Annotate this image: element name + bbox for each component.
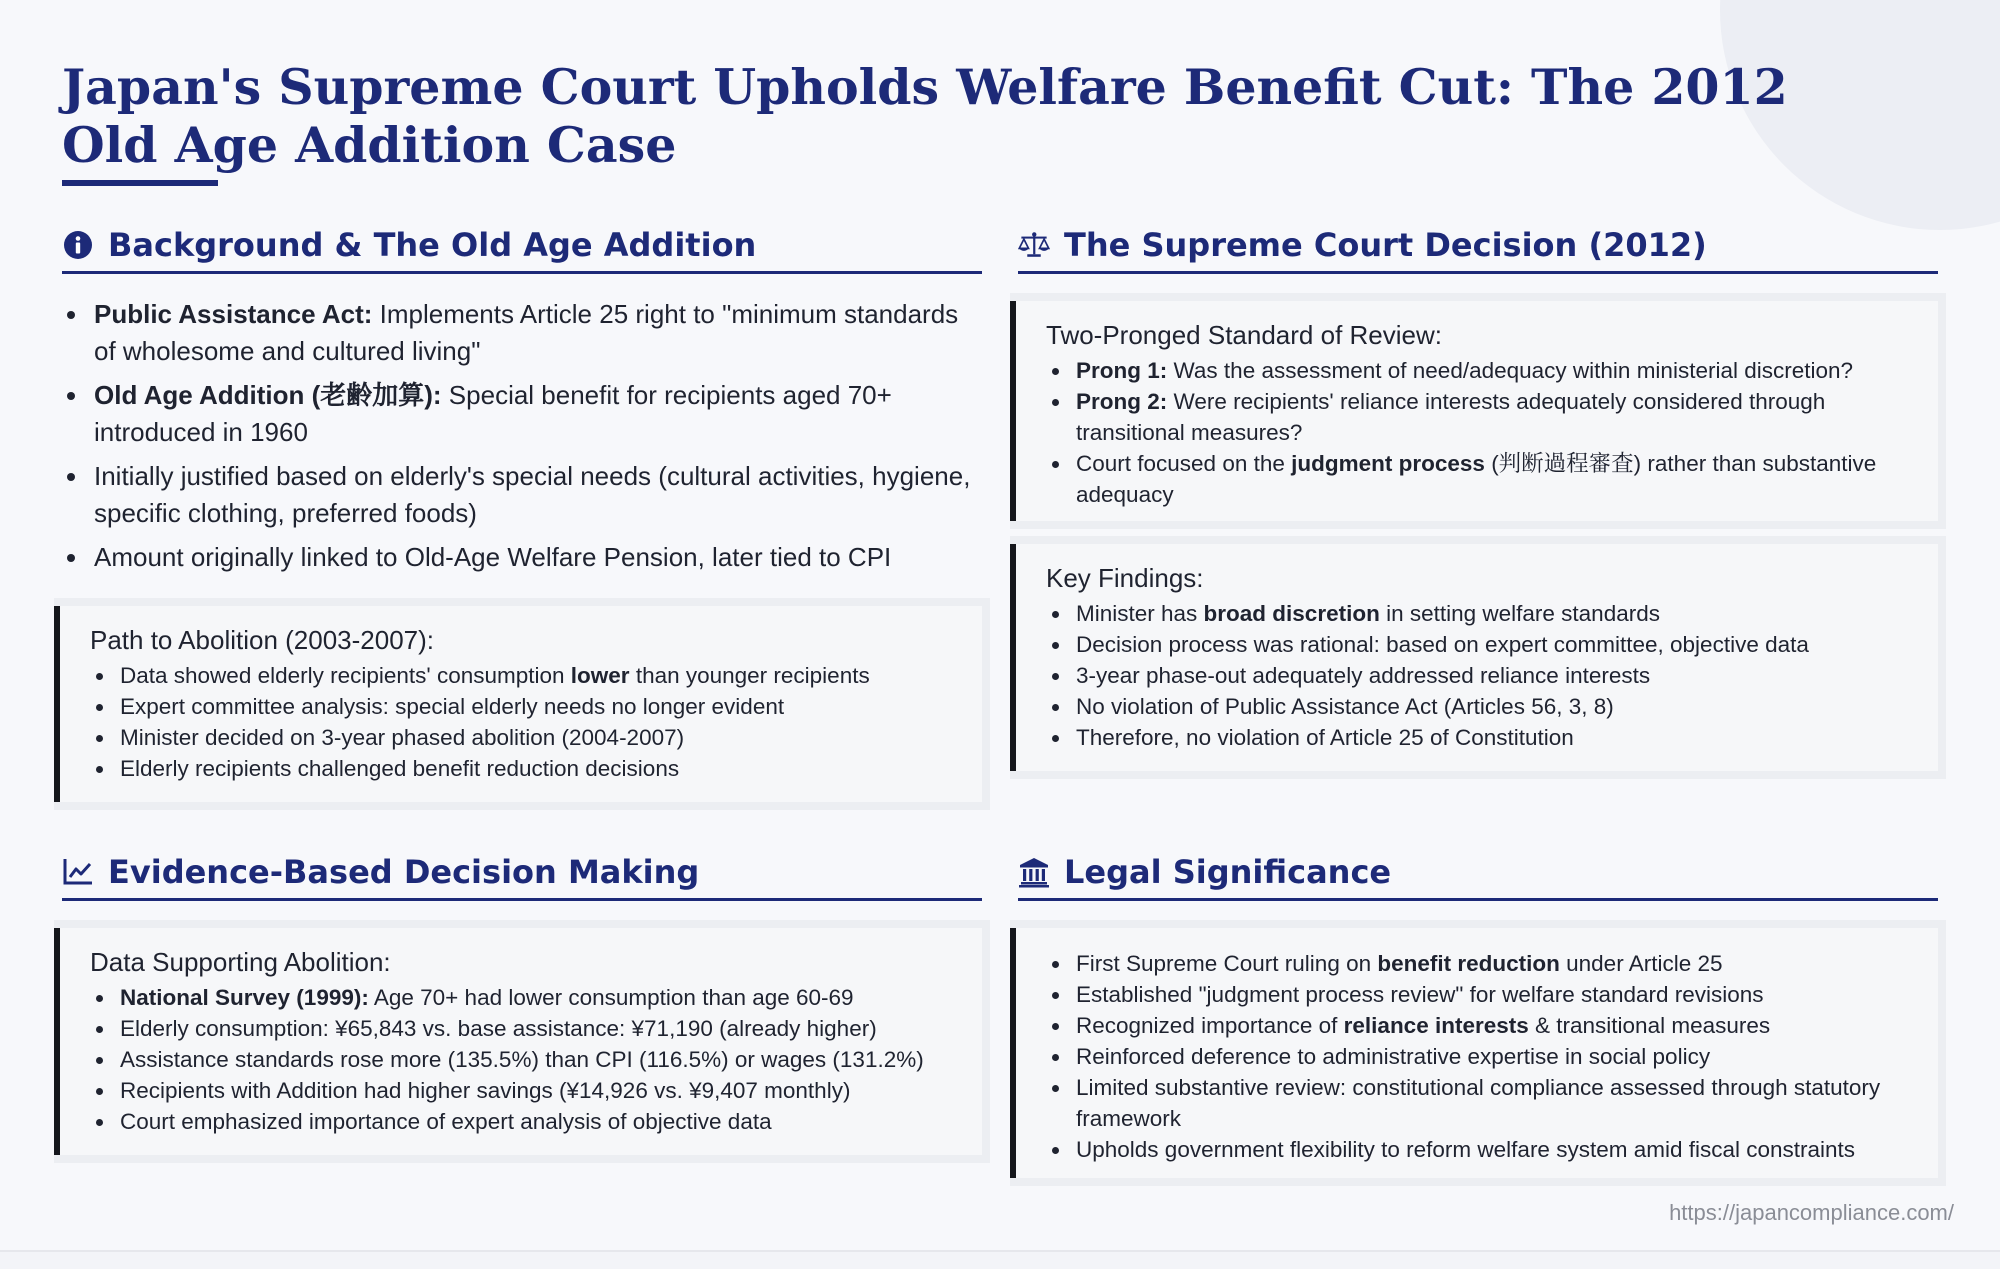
list-item [1046, 1134, 1916, 1165]
background-heading: Background & The Old Age Addition [108, 225, 757, 264]
scales-icon [1018, 229, 1050, 261]
card-list [90, 982, 960, 1137]
list-item [62, 377, 982, 451]
card-heading: Two-Pronged Standard of Review: [1046, 320, 1442, 350]
item-text: Elderly consumption: ¥65,843 vs. base assistance: ¥71,190 (already higher) [120, 1016, 877, 1041]
data-supporting-abolition-card [54, 920, 990, 1163]
item-bold: lower [570, 663, 630, 688]
item-text: Were recipients' reliance interests adequately considered through transitional measures? [1076, 389, 1826, 445]
list-item [62, 539, 982, 576]
list-item [1046, 979, 1916, 1010]
item-text: Recognized importance of [1076, 1013, 1344, 1038]
evidence-header [62, 845, 982, 901]
item-text: than younger recipients [629, 663, 870, 688]
list-item [90, 1075, 960, 1106]
item-text: First Supreme Court ruling on [1076, 951, 1378, 976]
list-item [1046, 691, 1916, 722]
item-bold: Prong 2: [1076, 389, 1168, 414]
item-bold: National Survey (1999): [120, 985, 369, 1010]
standard-of-review-card [1010, 293, 1946, 529]
item-text: Limited substantive review: constitutional compliance assessed through statutory framework [1076, 1075, 1881, 1131]
item-text: Was the assessment of need/adequacy within ministerial discretion? [1167, 358, 1854, 383]
significance-heading: Legal Significance [1064, 852, 1392, 891]
item-text: Court focused on the [1076, 451, 1292, 476]
background-header [62, 218, 982, 274]
list-item [1046, 1041, 1916, 1072]
item-text: in setting welfare standards [1379, 601, 1660, 626]
decision-heading: The Supreme Court Decision (2012) [1064, 225, 1707, 264]
list-item [90, 1013, 960, 1044]
list-item [1046, 355, 1916, 386]
key-findings-card [1010, 536, 1946, 779]
path-to-abolition-card [54, 598, 990, 810]
list-item-text: Amount originally linked to Old-Age Welfare Pension, later tied to CPI [94, 542, 892, 572]
list-item [90, 1044, 960, 1075]
list-item [90, 982, 960, 1013]
courthouse-icon [1018, 856, 1050, 888]
item-text: No violation of Public Assistance Act (Articles 56, 3, 8) [1076, 694, 1614, 719]
item-text: Minister has [1076, 601, 1204, 626]
footer-url[interactable]: https://japancompliance.com/ [1669, 1200, 1954, 1225]
item-text: under Article 25 [1559, 951, 1723, 976]
item-text: Reinforced deference to administrative expertise in social policy [1076, 1044, 1711, 1069]
list-item [90, 660, 960, 691]
item-bold: judgment process [1291, 451, 1485, 476]
list-item [62, 296, 982, 370]
item-text: (判断過程審査) rather than substantive adequacy [1076, 451, 1877, 507]
list-item-bold: Public Assistance Act: [94, 299, 373, 329]
significance-header [1018, 845, 1938, 901]
list-item [1046, 1072, 1916, 1134]
list-item [1046, 448, 1916, 510]
item-bold: broad discretion [1203, 601, 1380, 626]
info-circle-icon [62, 229, 94, 261]
item-text: Assistance standards rose more (135.5%) than CPI (116.5%) or wages (131.2%) [120, 1047, 924, 1072]
decision-header [1018, 218, 1938, 274]
item-text: & transitional measures [1528, 1013, 1771, 1038]
list-item [1046, 629, 1916, 660]
title-underline [62, 180, 218, 186]
page-title: Japan's Supreme Court Upholds Welfare Benefit Cut: The 2012 Old Age Addition Case [62, 58, 1788, 174]
list-item-text: Implements Article 25 right to "minimum standards of wholesome and cultured living" [94, 299, 959, 366]
item-text: Minister decided on 3-year phased abolition (2004-2007) [120, 725, 685, 750]
decision-section [1018, 218, 1938, 274]
list-item [1046, 722, 1916, 753]
item-text: Expert committee analysis: special elderly needs no longer evident [120, 694, 785, 719]
list-item [1046, 948, 1916, 979]
evidence-heading: Evidence-Based Decision Making [108, 852, 700, 891]
significance-section [1018, 845, 1938, 901]
background-section [62, 218, 982, 583]
list-item [1046, 660, 1916, 691]
card-heading: Key Findings: [1046, 563, 1204, 593]
list-item [90, 722, 960, 753]
list-item-bold: Old Age Addition (老齢加算): [94, 380, 442, 410]
item-bold: Prong 1: [1076, 358, 1168, 383]
list-item-text: Initially justified based on elderly's special needs (cultural activities, hygiene, specific clothing, preferred foods) [94, 461, 971, 528]
item-text: Therefore, no violation of Article 25 of Constitution [1076, 725, 1574, 750]
list-item [1046, 386, 1916, 448]
card-list [1046, 355, 1916, 510]
item-text: Age 70+ had lower consumption than age 60-69 [368, 985, 854, 1010]
item-text: 3-year phase-out adequately addressed reliance interests [1076, 663, 1651, 688]
item-bold: benefit reduction [1377, 951, 1560, 976]
list-item [1046, 598, 1916, 629]
card-heading: Path to Abolition (2003-2007): [90, 625, 435, 655]
card-list [90, 660, 960, 784]
list-item [62, 458, 982, 532]
item-text: Decision process was rational: based on expert committee, objective data [1076, 632, 1809, 657]
list-item [90, 691, 960, 722]
item-text: Upholds government flexibility to reform welfare system amid fiscal constraints [1076, 1137, 1856, 1162]
item-text: Established "judgment process review" for welfare standard revisions [1076, 982, 1764, 1007]
item-bold: reliance interests [1343, 1013, 1529, 1038]
list-item [90, 1106, 960, 1137]
legal-significance-card [1010, 920, 1946, 1186]
item-text: Data showed elderly recipients' consumption [120, 663, 571, 688]
card-list [1046, 948, 1916, 1165]
card-heading: Data Supporting Abolition: [90, 947, 391, 977]
item-text: Elderly recipients challenged benefit reduction decisions [120, 756, 680, 781]
list-item [1046, 1010, 1916, 1041]
background-list [62, 296, 982, 576]
card-list [1046, 598, 1916, 753]
line-chart-icon [62, 856, 94, 888]
item-text: Recipients with Addition had higher savings (¥14,926 vs. ¥9,407 monthly) [120, 1078, 851, 1103]
list-item [90, 753, 960, 784]
evidence-section [62, 845, 982, 901]
item-text: Court emphasized importance of expert analysis of objective data [120, 1109, 772, 1134]
list-item-text: Special benefit for recipients aged 70+ introduced in 1960 [94, 380, 892, 447]
